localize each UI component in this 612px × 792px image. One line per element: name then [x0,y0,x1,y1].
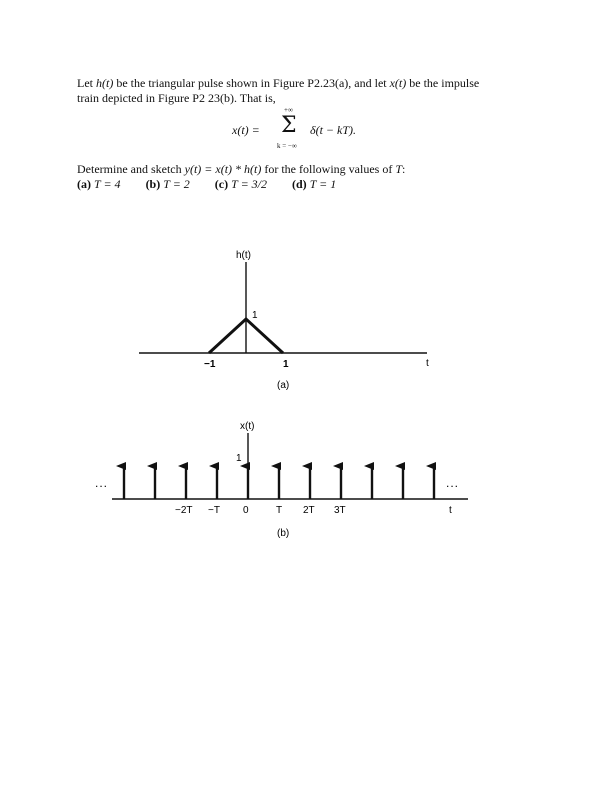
equation-lhs: x(t) = [232,123,260,137]
option-b: (b) T = 2 [145,177,190,191]
fig-a-ylabel: h(t) [236,250,251,261]
fig-a-tick-1: 1 [283,359,289,370]
fig-b-tick-3t: 3T [334,505,346,516]
equation-rhs: δ(t − kT). [310,123,357,137]
option-a: (a) T = 4 [77,177,121,191]
figure-b [95,421,468,539]
sigma-symbol: Σ [281,113,297,138]
problem-line-1: Let h(t) be the triangular pulse shown in Figure P2.23(a), and let x(t) be the impulse [77,76,480,90]
fig-a-peak-label: 1 [252,310,258,321]
problem-determine: Determine and sketch y(t) = x(t) * h(t) for the following values of T: [77,162,406,176]
fig-b-tick-minus-2t: −2T [175,505,193,516]
problem-line-2: train depicted in Figure P2 23(b). That is, [77,91,276,105]
fig-a-tick-minus-1: −1 [204,359,216,370]
fig-b-amp-label: 1 [236,453,242,464]
fig-b-left-dots: ... [95,476,109,490]
fig-a-caption: (a) [277,380,290,391]
fig-b-tick-0: 0 [243,505,249,516]
impulse-train [124,466,434,499]
figure-a [139,250,429,391]
fig-b-xlabel: t [449,505,452,516]
fig-b-tick-2t: 2T [303,505,315,516]
fig-a-xlabel: t [426,358,429,369]
sum-upper-limit: +∞ [284,106,293,114]
fig-b-ylabel: x(t) [240,421,255,432]
fig-b-tick-t: T [276,505,283,516]
option-c: (c) T = 3/2 [214,177,268,191]
fig-b-tick-minus-t: −T [208,505,220,516]
fig-b-right-dots: ... [446,476,460,490]
sum-lower-limit: k = −∞ [277,142,297,150]
fig-b-caption: (b) [277,528,290,539]
option-d: (d) T = 1 [292,177,337,191]
